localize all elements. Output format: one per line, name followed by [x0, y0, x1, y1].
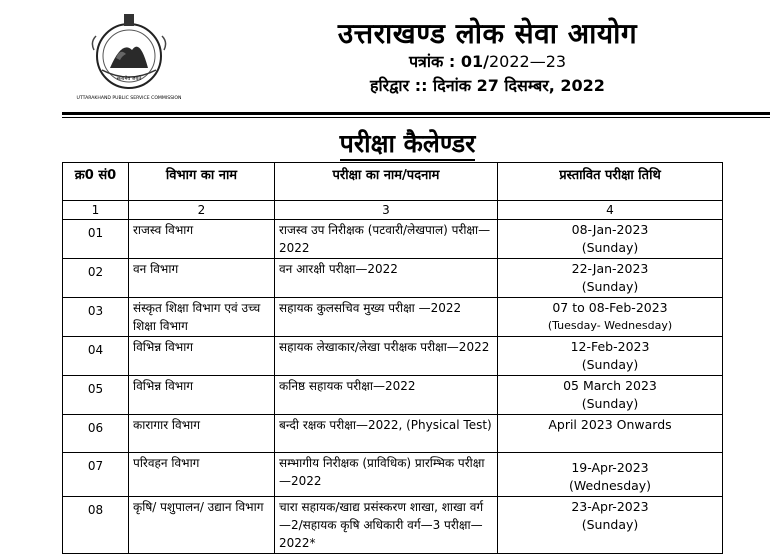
- ref-year: 2022—23: [488, 52, 567, 71]
- row-day: (Sunday): [581, 240, 639, 255]
- col-header-exam: परीक्षा का नाम/पदनाम: [275, 163, 498, 201]
- row-date-cell: [498, 220, 723, 259]
- ref-number: 01: [460, 52, 484, 71]
- ref-label: पत्रांक :: [408, 52, 456, 71]
- row-exam: चारा सहायक/खाद्य प्रसंस्करण शाखा, शाखा वर्ग—2/सहायक कृषि अधिकारी वर्ग—3 परीक्षा—2022*: [275, 497, 498, 554]
- col-header-dept: विभाग का नाम: [129, 163, 275, 201]
- row-sno: 08: [63, 497, 129, 554]
- row-date-cell: [498, 376, 723, 415]
- reference-line: [205, 50, 770, 72]
- row-exam: बन्दी रक्षक परीक्षा—2022, (Physical Test): [275, 415, 498, 453]
- commission-title: उत्तराखण्ड लोक सेवा आयोग: [337, 17, 638, 50]
- row-date: 23-Apr-2023: [571, 499, 649, 514]
- row-sno: 02: [63, 259, 129, 298]
- row-sno: 01: [63, 220, 129, 259]
- row-exam: वन आरक्षी परीक्षा—2022: [275, 259, 498, 298]
- row-sno: 05: [63, 376, 129, 415]
- row-date-cell: [498, 497, 723, 554]
- table-row: [63, 453, 723, 497]
- header-rule-thick: [62, 112, 770, 115]
- col-header-sno: क्र0 सं0: [63, 163, 129, 201]
- row-exam: राजस्व उप निरीक्षक (पटवारी/लेखपाल) परीक्षा—2022: [275, 220, 498, 259]
- row-sno: 06: [63, 415, 129, 453]
- table-row: [63, 497, 723, 554]
- col-number: 4: [498, 201, 723, 220]
- calendar-title: [0, 126, 775, 160]
- row-dept: कारागार विभाग: [129, 415, 275, 453]
- row-day: (Sunday): [581, 517, 639, 532]
- commission-logo: [70, 10, 188, 102]
- table-row: [63, 259, 723, 298]
- col-number: 1: [63, 201, 129, 220]
- row-date-cell: [498, 259, 723, 298]
- row-exam: सम्भागीय निरीक्षक (प्राविधिक) प्रारम्भिक परीक्षा —2022: [275, 453, 498, 497]
- row-day: (Tuesday- Wednesday): [547, 319, 673, 332]
- row-dept: विभिन्न विभाग: [129, 337, 275, 376]
- row-date: 05 March 2023: [563, 378, 657, 393]
- row-date: 07 to 08-Feb-2023: [552, 300, 668, 315]
- row-sno: 04: [63, 337, 129, 376]
- table-row: [63, 337, 723, 376]
- exam-calendar-table: [62, 162, 723, 554]
- row-date: April 2023 Onwards: [548, 417, 672, 432]
- row-date: 22-Jan-2023: [571, 261, 649, 276]
- calendar-title-text: परीक्षा कैलेण्डर: [340, 129, 476, 161]
- col-number: 3: [275, 201, 498, 220]
- row-exam: सहायक लेखाकार/लेखा परीक्षक परीक्षा—2022: [275, 337, 498, 376]
- row-day: (Sunday): [581, 357, 639, 372]
- row-date-cell: [498, 337, 723, 376]
- header-rule-thin: [62, 117, 770, 118]
- emblem-icon: [70, 10, 188, 102]
- row-day: (Wednesday): [568, 478, 652, 493]
- logo-caption: UTTARAKHAND PUBLIC SERVICE COMMISSION: [76, 96, 182, 101]
- row-date-cell: [498, 453, 723, 497]
- row-date: 12-Feb-2023: [570, 339, 650, 354]
- row-date-cell: [498, 298, 723, 337]
- col-header-date: प्रस्तावित परीक्षा तिथि: [498, 163, 723, 201]
- row-exam: सहायक कुलसचिव मुख्य परीक्षा —2022: [275, 298, 498, 337]
- date-line: हरिद्वार :: दिनांक 27 दिसम्बर, 2022: [370, 76, 605, 95]
- row-dept: विभिन्न विभाग: [129, 376, 275, 415]
- table-header-row: [63, 163, 723, 201]
- row-dept: वन विभाग: [129, 259, 275, 298]
- row-sno: 07: [63, 453, 129, 497]
- row-dept: परिवहन विभाग: [129, 453, 275, 497]
- logo-motto: सत्यमेव जयते: [116, 76, 142, 82]
- table-row: [63, 415, 723, 453]
- table-row: [63, 220, 723, 259]
- column-number-row: [63, 201, 723, 220]
- row-dept: राजस्व विभाग: [129, 220, 275, 259]
- table-row: [63, 298, 723, 337]
- row-sno: 03: [63, 298, 129, 337]
- row-date: 19-Apr-2023: [571, 460, 649, 475]
- row-dept: संस्कृत शिक्षा विभाग एवं उच्च शिक्षा विभाग: [129, 298, 275, 337]
- row-date: 08-Jan-2023: [571, 222, 649, 237]
- ref-separator: /: [483, 52, 489, 71]
- row-day: (Sunday): [581, 396, 639, 411]
- row-day: (Sunday): [581, 279, 639, 294]
- table-row: [63, 376, 723, 415]
- row-exam: कनिष्ठ सहायक परीक्षा—2022: [275, 376, 498, 415]
- row-dept: कृषि/ पशुपालन/ उद्यान विभाग: [129, 497, 275, 554]
- col-number: 2: [129, 201, 275, 220]
- row-date-cell: [498, 415, 723, 453]
